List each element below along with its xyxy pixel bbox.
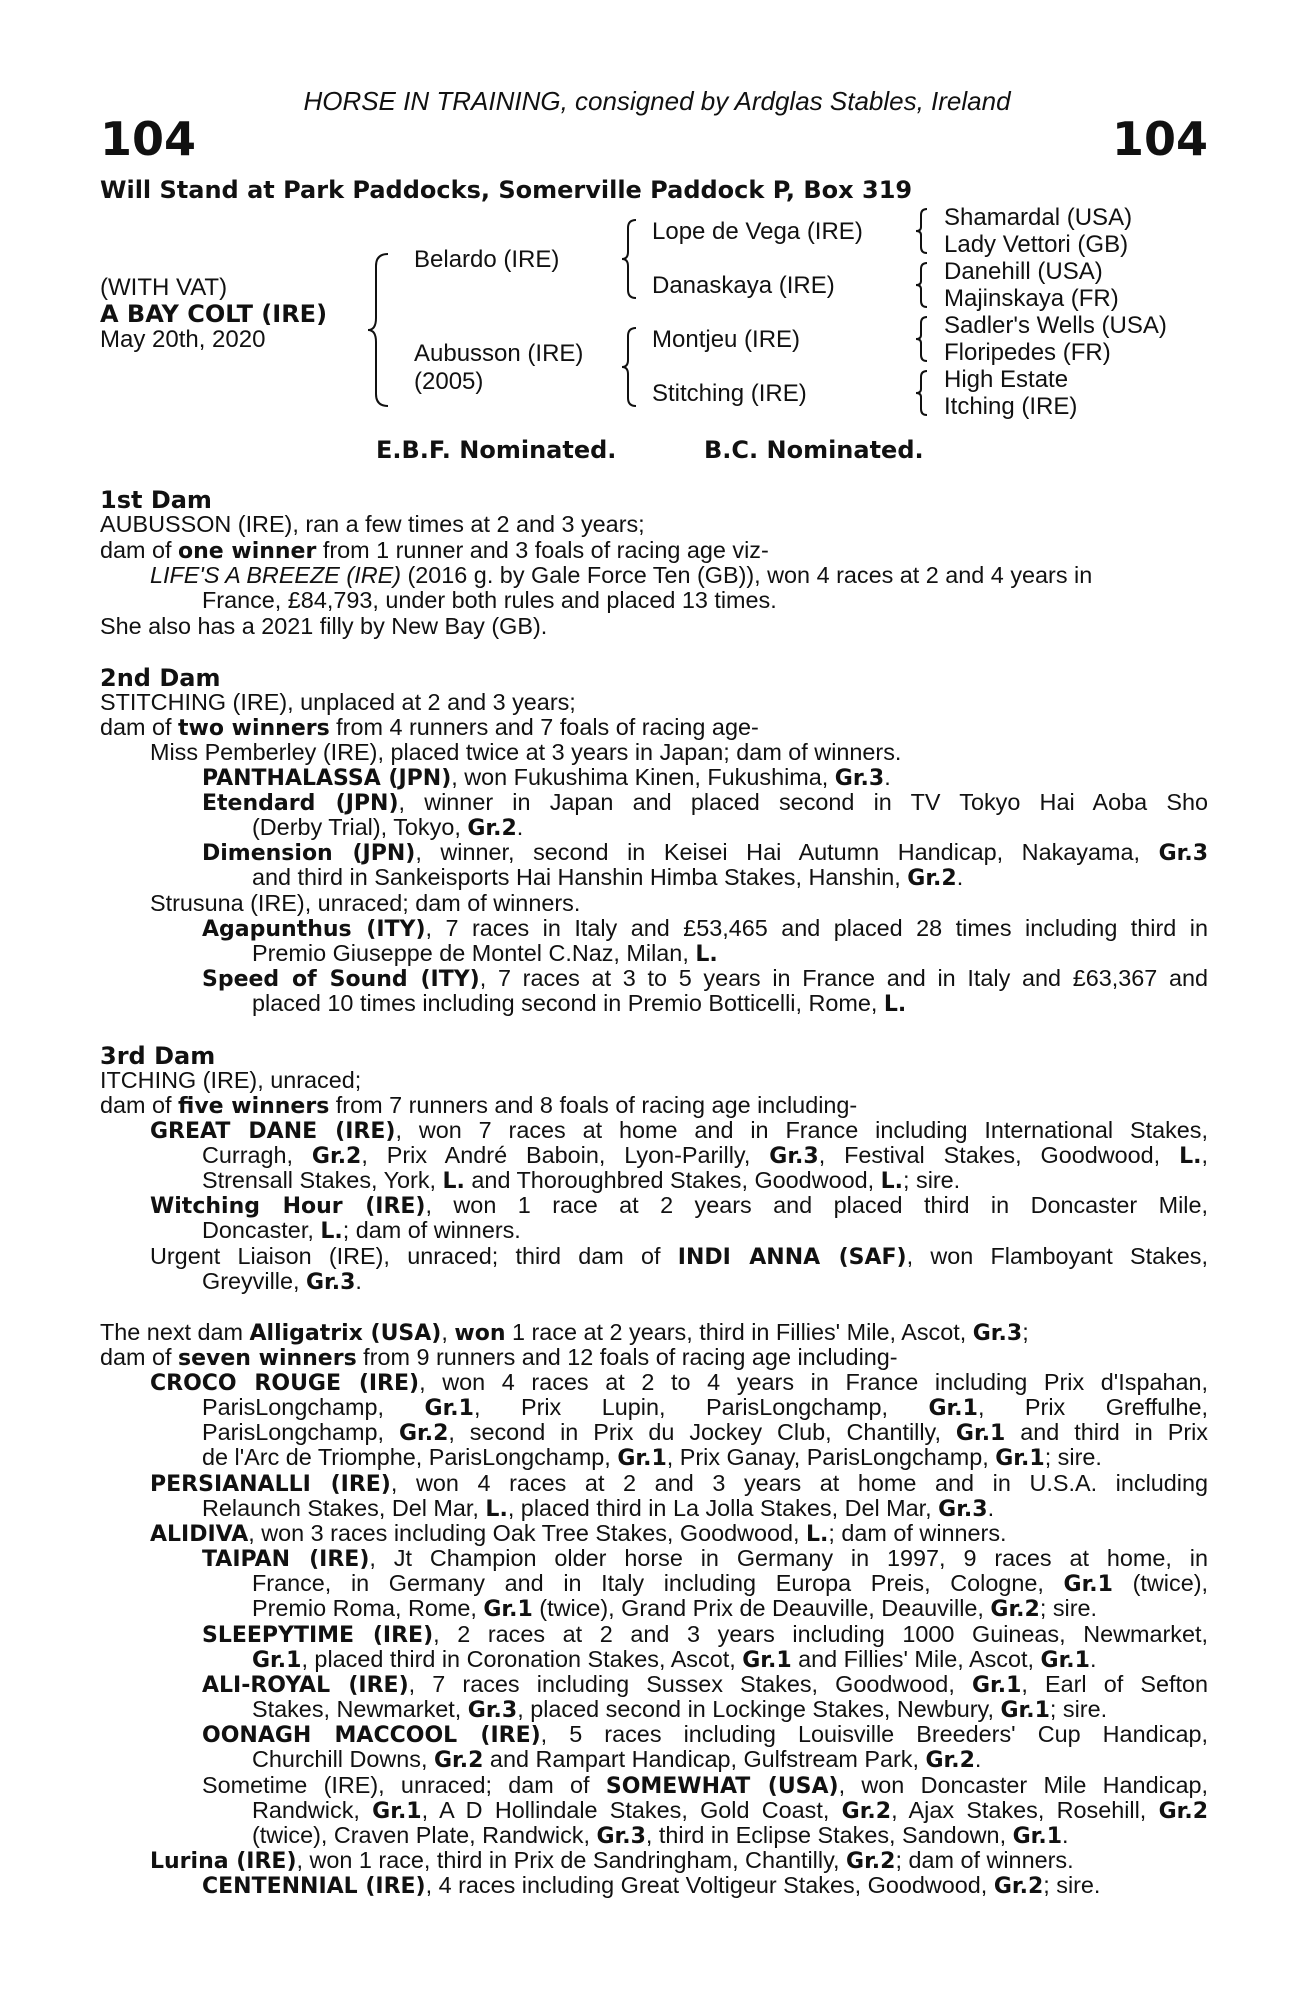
vat-note: (WITH VAT) <box>100 274 228 301</box>
produce-entry: CENTENNIAL (IRE), 4 races including Great Voltigeur Stakes, Goodwood, Gr.2; sire. <box>202 1872 1101 1899</box>
produce-entry: TAIPAN (IRE), Jt Champion older horse in Germany in 1997, 9 races at home, in <box>202 1545 1208 1572</box>
gen3-sdd: Majinskaya (FR) <box>944 285 1119 312</box>
produce-entry-cont: Doncaster, L.; dam of winners. <box>202 1217 521 1244</box>
next-dam-line: The next dam Alligatrix (USA), won 1 race at 2 years, third in Fillies' Mile, Ascot, Gr.3; <box>100 1319 1029 1346</box>
produce-entry: Agapunthus (ITY), 7 races in Italy and £53,465 and placed 28 times including third in <box>202 915 1208 942</box>
produce-entry: PANTHALASSA (JPN), won Fukushima Kinen, Fukushima, Gr.3. <box>202 764 891 791</box>
produce-entry: Miss Pemberley (IRE), placed twice at 3 years in Japan; dam of winners. <box>150 739 902 765</box>
produce-entry: Sometime (IRE), unraced; dam of SOMEWHAT (USA), won Doncaster Mile Handicap, <box>202 1772 1208 1799</box>
produce-entry: SLEEPYTIME (IRE), 2 races at 2 and 3 years including 1000 Guineas, Newmarket, <box>202 1621 1208 1648</box>
produce-entry-cont: Relaunch Stakes, Del Mar, L., placed third in La Jolla Stakes, Del Mar, Gr.3. <box>202 1495 995 1522</box>
produce-entry-cont: Premio Roma, Rome, Gr.1 (twice), Grand Prix de Deauville, Deauville, Gr.2; sire. <box>252 1595 1098 1622</box>
produce-entry-cont: Churchill Downs, Gr.2 and Rampart Handicap, Gulfstream Park, Gr.2. <box>252 1746 982 1773</box>
catalogue-header: HORSE IN TRAINING, consigned by Ardglas Stables, Ireland <box>303 86 1011 116</box>
produce-entry: Strusuna (IRE), unraced; dam of winners. <box>150 890 581 916</box>
pedigree-brace-1 <box>366 250 396 410</box>
produce-entry: ALI-ROYAL (IRE), 7 races including Sussex Stakes, Goodwood, Gr.1, Earl of Sefton <box>202 1671 1209 1698</box>
produce-entry-cont: (twice), Craven Plate, Randwick, Gr.3, third in Eclipse Stakes, Sandown, Gr.1. <box>252 1822 1069 1849</box>
third-dam-line: ITCHING (IRE), unraced; <box>100 1067 362 1093</box>
produce-entry: GREAT DANE (IRE), won 7 races at home and in France including International Stakes, <box>150 1117 1208 1144</box>
dam-dam: Stitching (IRE) <box>652 380 807 407</box>
dam-year: (2005) <box>414 368 484 395</box>
gen3-ssd: Lady Vettori (GB) <box>944 231 1129 258</box>
sire: Belardo (IRE) <box>414 246 560 273</box>
produce-entry-cont: ParisLongchamp, Gr.1, Prix Lupin, ParisLongchamp, Gr.1, Prix Greffulhe, <box>202 1394 1208 1421</box>
produce-entry: Speed of Sound (ITY), 7 races at 3 to 5 years in France and in Italy and £63,367 and <box>202 965 1208 992</box>
dam-sire: Montjeu (IRE) <box>652 326 801 353</box>
produce-entry: OONAGH MACCOOL (IRE), 5 races including Louisville Breeders' Cup Handicap, <box>202 1721 1208 1748</box>
produce-entry-cont: Curragh, Gr.2, Prix André Baboin, Lyon-Parilly, Gr.3, Festival Stakes, Goodwood, L., <box>202 1142 1208 1169</box>
gen3-sds: Danehill (USA) <box>944 258 1103 285</box>
next-dam-produce-line: dam of seven winners from 9 runners and 12 foals of racing age including- <box>100 1344 898 1371</box>
sire-sire: Lope de Vega (IRE) <box>652 218 863 245</box>
gen3-dss: Sadler's Wells (USA) <box>944 312 1167 339</box>
produce-entry-cont: Randwick, Gr.1, A D Hollindale Stakes, Gold Coast, Gr.2, Ajax Stakes, Rosehill, Gr.2 <box>252 1797 1209 1824</box>
pedigree-brace-2a <box>620 216 640 302</box>
produce-entry: ALIDIVA, won 3 races including Oak Tree Stakes, Goodwood, L.; dam of winners. <box>150 1520 1007 1547</box>
produce-entry-cont: placed 10 times including second in Premio Botticelli, Rome, L. <box>252 990 907 1017</box>
first-dam-note: She also has a 2021 filly by New Bay (GB). <box>100 613 548 639</box>
gen3-dds: High Estate <box>944 366 1069 393</box>
produce-entry: LIFE'S A BREEZE (IRE) (2016 g. by Gale Force Ten (GB)), won 4 races at 2 and 4 years in <box>150 562 1093 588</box>
second-dam-heading: 2nd Dam <box>100 664 221 692</box>
produce-entry-cont: Stakes, Newmarket, Gr.3, placed second in Lockinge Stakes, Newbury, Gr.1; sire. <box>252 1696 1108 1723</box>
pedigree-brace-3d <box>914 368 930 418</box>
lot-number-right: 104 <box>1111 112 1208 166</box>
produce-entry-cont: France, in Germany and in Italy including Europa Preis, Cologne, Gr.1 (twice), <box>252 1570 1208 1597</box>
produce-entry-cont: (Derby Trial), Tokyo, Gr.2. <box>252 814 524 841</box>
pedigree-brace-2b <box>620 324 640 410</box>
produce-entry-cont: France, £84,793, under both rules and placed 13 times. <box>202 587 777 613</box>
gen3-ddd: Itching (IRE) <box>944 393 1078 420</box>
third-dam-produce-line: dam of five winners from 7 runners and 8 foals of racing age including- <box>100 1092 858 1119</box>
first-dam-produce-line: dam of one winner from 1 runner and 3 foals of racing age viz- <box>100 537 769 564</box>
produce-entry: Dimension (JPN), winner, second in Keisei Hai Autumn Handicap, Nakayama, Gr.3 <box>202 839 1209 866</box>
gen3-sss: Shamardal (USA) <box>944 204 1133 231</box>
produce-entry-cont: and third in Sankeisports Hai Hanshin Himba Stakes, Hanshin, Gr.2. <box>252 864 964 891</box>
produce-entry-cont: Premio Giuseppe de Montel C.Naz, Milan, L. <box>252 940 718 967</box>
horse-name: A BAY COLT (IRE) <box>100 300 328 328</box>
produce-entry: Urgent Liaison (IRE), unraced; third dam of INDI ANNA (SAF), won Flamboyant Stakes, <box>150 1243 1208 1270</box>
sire-dam: Danaskaya (IRE) <box>652 272 835 299</box>
second-dam-produce-line: dam of two winners from 4 runners and 7 foals of racing age- <box>100 714 759 741</box>
ebf-nomination: E.B.F. Nominated. <box>376 436 617 464</box>
produce-entry: CROCO ROUGE (IRE), won 4 races at 2 to 4 years in France including Prix d'Ispahan, <box>150 1369 1209 1396</box>
produce-entry: Etendard (JPN), winner in Japan and placed second in TV Tokyo Hai Aoba Sho <box>202 789 1209 816</box>
produce-entry-cont: Strensall Stakes, York, L. and Thoroughbred Stakes, Goodwood, L.; sire. <box>202 1167 961 1194</box>
produce-entry: Lurina (IRE), won 1 race, third in Prix de Sandringham, Chantilly, Gr.2; dam of winners. <box>150 1847 1074 1874</box>
pedigree-brace-3b <box>914 260 930 310</box>
dam: Aubusson (IRE) <box>414 340 584 367</box>
bc-nomination: B.C. Nominated. <box>704 436 924 464</box>
pedigree-brace-3c <box>914 314 930 364</box>
first-dam-line: AUBUSSON (IRE), ran a few times at 2 and 3 years; <box>100 511 645 537</box>
produce-entry: PERSIANALLI (IRE), won 4 races at 2 and 3 years at home and in U.S.A. including <box>150 1470 1209 1497</box>
produce-entry-cont: de l'Arc de Triomphe, ParisLongchamp, Gr.1, Prix Ganay, ParisLongchamp, Gr.1; sire. <box>202 1444 1102 1471</box>
stand-location: Will Stand at Park Paddocks, Somerville Paddock P, Box 319 <box>100 176 913 204</box>
produce-entry-cont: ParisLongchamp, Gr.2, second in Prix du Jockey Club, Chantilly, Gr.1 and third in Prix <box>202 1419 1208 1446</box>
lot-number-left: 104 <box>100 112 197 166</box>
produce-entry-cont: Greyville, Gr.3. <box>202 1268 362 1295</box>
gen3-dsd: Floripedes (FR) <box>944 339 1111 366</box>
produce-entry: Witching Hour (IRE), won 1 race at 2 years and placed third in Doncaster Mile, <box>150 1192 1208 1219</box>
first-dam-heading: 1st Dam <box>100 486 212 514</box>
horse-dob: May 20th, 2020 <box>100 326 266 353</box>
third-dam-heading: 3rd Dam <box>100 1042 216 1070</box>
produce-entry-cont: Gr.1, placed third in Coronation Stakes, Ascot, Gr.1 and Fillies' Mile, Ascot, Gr.1. <box>252 1646 1097 1673</box>
second-dam-line: STITCHING (IRE), unplaced at 2 and 3 years; <box>100 689 576 715</box>
pedigree-brace-3a <box>914 206 930 256</box>
